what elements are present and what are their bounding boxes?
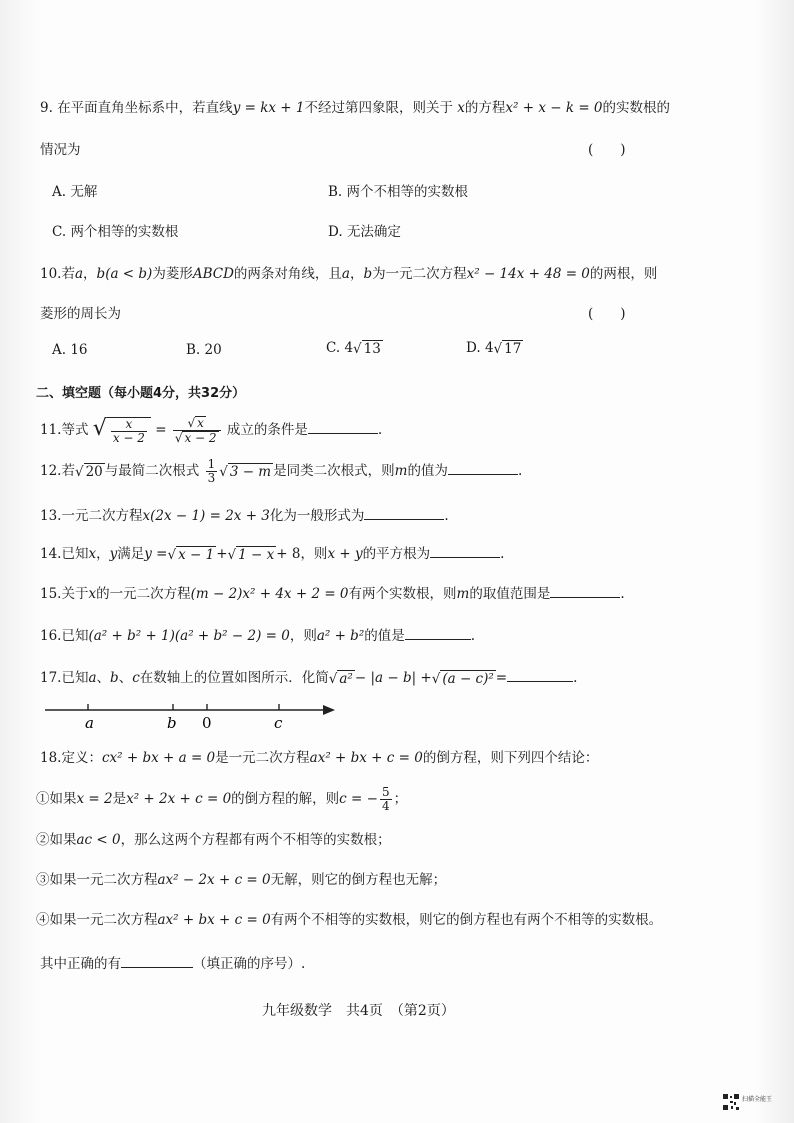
question-17: 17.已知a、b、c在数轴上的位置如图所示．化简√ a² − |a − b| +√ (a − c)² = . [40,670,578,687]
number-line-figure [45,696,345,736]
arrow-right-icon [323,705,335,715]
option-a: A. 16 [52,342,88,358]
statement-3: ③如果一元二次方程ax² − 2x + c = 0无解，则它的倒方程也无解； [36,872,447,888]
fraction: $\frac{√ x}{√ x - 2}$ [173,416,221,445]
answer-parentheses: ( ) [588,142,626,158]
answer-blank[interactable] [448,473,518,475]
option-d: D. 4√ 17 [466,340,522,357]
answer-blank[interactable] [121,966,193,968]
radical: √ $\frac{x}{x - 2}$ [93,416,151,445]
answer-blank[interactable] [507,680,573,682]
answer-blank[interactable] [405,638,471,640]
question-11: 11.等式 √ $\frac{x}{x - 2}$ = $\frac{√ x}{√ x - 2}$ 成立的条件是 . [40,416,383,445]
statement-4: ④如果一元二次方程ax² + bx + c = 0有两个不相等的实数根，则它的倒方程也有两个不相等的实数根。 [36,912,663,928]
radical: √ 17 [493,341,522,357]
answer-blank[interactable] [364,518,444,520]
answer-blank[interactable] [430,556,500,558]
answer-parentheses: ( ) [588,306,626,322]
question-12: 12.若√ 20 与最简二次根式 $\frac{1}{3}$ √ 3 − m 是同类二次根式，则m的值为 . [40,457,523,485]
scanner-watermark: 扫描全能王 [742,1096,773,1103]
option-a: A. 无解 [52,184,98,200]
option-d: D. 无法确定 [328,224,401,240]
answer-blank[interactable] [550,596,620,598]
question-15: 15.关于x的一元二次方程(m − 2)x² + 4x + 2 = 0有两个实数根，则m的取值范围是 . [40,586,625,602]
question-14: 14.已知x，y满足y =√ x − 1 +√ 1 − x + 8，则x + y的平方根为 . [40,546,505,563]
option-c: C. 两个相等的实数根 [52,224,179,240]
question-10-line-1: 10.若a，b(a < b)为菱形ABCD的两条对角线，且a，b为一元二次方程x² − 14x + 48 = 0的两根，则 [40,266,658,282]
statement-1: ①如果x = 2是x² + 2x + c = 0的倒方程的解，则c = − $\frac{5}{4}$ ； [36,785,408,813]
question-16: 16.已知(a² + b² + 1)(a² + b² − 2) = 0，则a² + b²的值是 . [40,628,476,644]
label-zero: 0 [202,714,212,732]
question-9-line-1: 9. 在平面直角坐标系中，若直线y = kx + 1不经过第四象限，则关于 x的方程x² + x − k = 0的实数根的 [40,100,671,116]
statement-2: ②如果ac < 0，那么这两个方程都有两个不相等的实数根； [36,832,391,848]
conclusion-line: 其中正确的有 （填正确的序号）. [40,956,306,972]
question-10-line-2: 菱形的周长为 [40,306,121,322]
radical: √ 13 [353,341,381,357]
option-b: B. 20 [186,342,222,358]
question-18: 18.定义：cx² + bx + a = 0是一元二次方程ax² + bx + c = 0的倒方程，则下列四个结论： [40,750,599,766]
answer-blank[interactable] [308,432,378,434]
question-number: 9. [40,100,53,116]
question-number: 10. [40,266,62,282]
label-a: a [85,714,94,732]
section-heading: 二、填空题（每小题4分，共32分） [36,386,246,401]
question-13: 13.一元二次方程x(2x − 1) = 2x + 3化为一般形式为 . [40,508,449,524]
option-c: C. 4√ 13 [326,340,381,357]
question-9-line-2: 情况为 [40,142,81,158]
page-footer: 九年级数学 共4页 （第2页） [262,1003,455,1019]
label-b: b [167,714,177,732]
option-b: B. 两个不相等的实数根 [328,184,469,200]
qr-code-icon [722,1093,740,1111]
label-c: c [274,714,283,732]
